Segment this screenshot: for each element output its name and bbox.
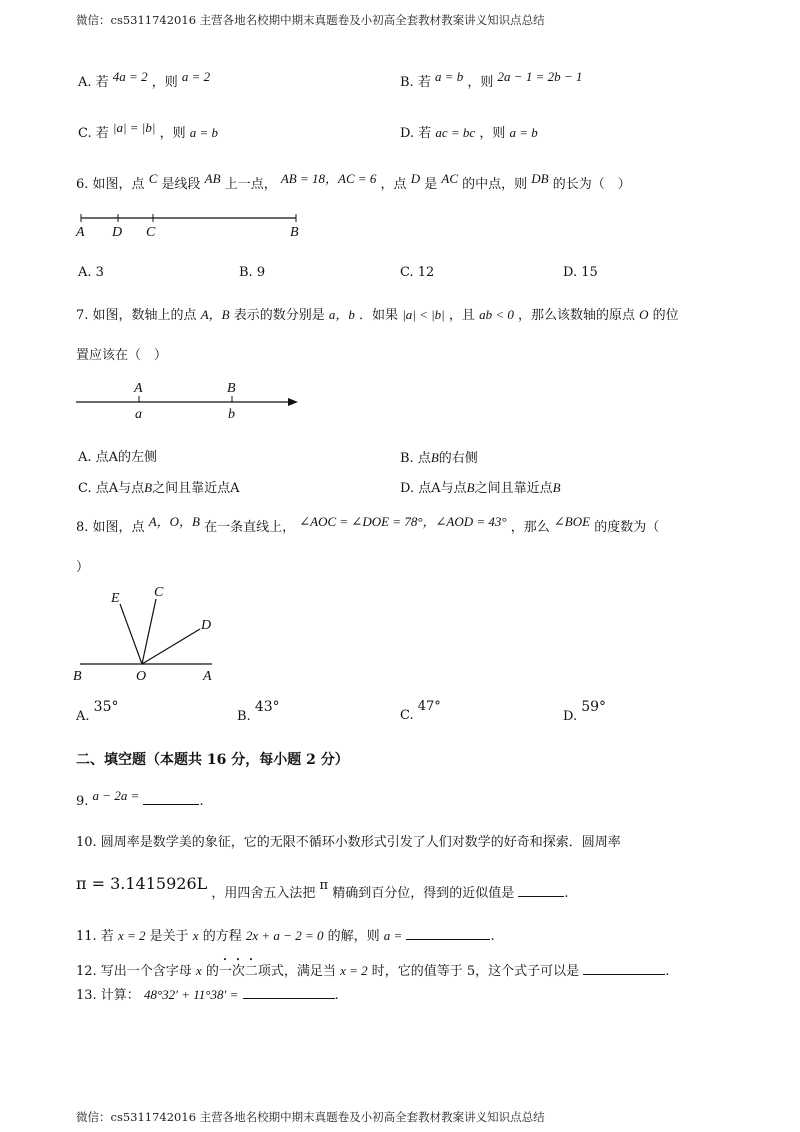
q6-point-c: C [148,171,158,186]
q10-pi-value: π = 3.1415926L [76,874,208,893]
q12-cond: x = 2 [340,963,368,978]
q8-a-val: 35° [93,699,119,715]
q7-fig-label-a: a [135,407,142,422]
q8-angle-figure [72,585,222,685]
q8-option-d[interactable] [563,699,607,725]
q12-end: . [665,964,670,979]
q11-end: . [490,929,495,944]
q7-text-1: 7. 如图，数轴上的点 [76,308,197,323]
q5-d-then: ，则 [479,126,506,141]
q12-var-x: x [195,963,202,978]
q8-given: ∠AOC = ∠DOE = 78°，∠AOD = 43° [299,514,507,529]
q6-text-7: 的长为（ ） [552,177,631,192]
q8-d-val: 59° [581,699,607,715]
q13-end: . [334,988,339,1003]
q5-a-cond: 4a = 2 [112,69,148,84]
q5-c-label: C. 若 [78,126,109,141]
q10-text-1: ，用四舍五入法把 [211,886,316,901]
q11-text-4: 的解，则 [327,929,380,944]
q8-fig-label-b: B [73,669,82,684]
q5-d-label: D. 若 [400,126,432,141]
q7-fig-label-B: B [227,381,236,396]
q8-c-label: C. [400,708,414,723]
q7-text-2: 表示的数分别是 [233,308,325,323]
q6-fig-label-b: B [290,225,299,240]
q8-c-val: 47° [417,699,441,714]
q5-b-label: B. 若 [400,75,431,90]
q10-end: . [564,886,569,901]
q12-text-4: 时，它的值等于 5，这个式子可以是 [371,964,580,979]
q8-text-4: 的度数为（ [594,520,660,535]
q7-text-6: 的位 [652,308,679,323]
q7-c-pre: C. 点A与点 [78,481,145,496]
q6-seg-ac: AC [441,171,458,186]
q12-emphasis: 一次二 [218,964,258,979]
q6-fig-label-c: C [146,225,156,240]
q5-b-res: 2a − 1 = 2b − 1 [497,69,583,84]
q10-text-2: 精确到百分位，得到的近似值是 [332,886,515,901]
q7-number-line-figure [76,380,306,422]
q9-number: 9. [76,794,89,809]
q5-b-cond: a = b [434,69,464,84]
q5-a-then: ，则 [151,75,178,90]
q6-point-d: D [410,171,421,186]
q5-option-d[interactable] [400,125,538,142]
q10-line1: 10. 圆周率是数学美的象征，它的无限不循环小数形式引发了人们对数学的好奇和探索．圆周率 [76,835,621,850]
q7-b-post: 的右侧 [438,451,478,466]
q5-option-c[interactable] [78,120,219,142]
q11-var-x: x [192,928,199,943]
q7-points: A，B [200,307,230,322]
q6-option-c[interactable]: C. 12 [400,265,435,280]
q7-text-4: ，且 [448,308,475,323]
q8-points: A，O，B [148,514,200,529]
q6-segment-figure [76,208,306,240]
q5-d-cond: ac = bc [435,125,476,140]
q11-answer-blank[interactable] [406,927,490,940]
q7-option-d[interactable] [400,480,561,497]
q7-b-var: B [430,450,439,465]
q6-text-2: 是线段 [161,177,201,192]
q7-c-var: B [144,480,153,495]
q7-option-c[interactable] [78,480,239,497]
q8-angle: ∠BOE [553,514,591,529]
q8-text-2: 在一条直线上， [204,520,296,535]
q6-seg-db: DB [531,171,549,186]
q7-option-a[interactable] [78,450,157,466]
q7-c-post: 之间且靠近点A [152,481,240,496]
q6-option-d[interactable]: D. 15 [563,265,598,280]
q7-a-text: A. 点A的左侧 [78,450,158,465]
q8-option-b[interactable] [237,699,280,725]
q12-answer-blank[interactable] [583,962,665,975]
q6-stem [76,171,631,193]
q7-stem [76,307,679,324]
q6-option-a[interactable]: A. 3 [78,265,104,280]
q7-text-3: ．如果 [359,308,399,323]
q8-text-3: ，那么 [510,520,550,535]
q11-equation: 2x + a − 2 = 0 [245,928,324,943]
q6-text-6: 的中点，则 [462,177,528,192]
q8-fig-label-o: O [136,669,147,684]
q7-cond: |a| < |b| [402,307,445,322]
q5-c-res: a = b [189,125,219,140]
q9-end: . [199,794,204,809]
q5-option-a[interactable] [78,69,211,91]
q13-text-1: 13. 计算： [76,988,140,1003]
q5-d-res: a = b [509,125,538,140]
q8-stem [76,514,660,536]
q6-fig-label-a: A [76,225,85,240]
q6-option-b[interactable]: B. 9 [239,265,266,280]
q7-stem-line2: 置应该在（ ） [76,348,168,363]
page-footer: 微信：cs5311742016 主营各地名校期中期末真题卷及小初高全套教材教案讲义知识点总结 [76,1110,545,1124]
q5-c-then: ，则 [159,126,186,141]
q11-text-1: 11. 若 [76,929,114,944]
q7-fig-label-b: b [228,407,235,422]
q7-d-var: B [466,480,475,495]
q8-b-label: B. [237,709,251,724]
q6-fig-label-d: D [112,225,123,240]
q12 [76,956,669,980]
q11 [76,927,495,945]
q8-close-paren: ） [76,560,90,575]
q9 [76,788,204,810]
q8-b-val: 43° [254,699,280,715]
q8-option-a[interactable] [76,699,119,725]
q8-fig-label-c: C [154,585,164,600]
q6-text-3: 上一点， [224,177,277,192]
q8-fig-label-d: D [201,618,212,633]
q10-line2 [76,874,569,902]
q5-a-label: A. 若 [78,75,109,90]
q8-fig-label-e: E [111,591,120,606]
q12-text-3: 项式，满足当 [257,964,336,979]
q8-text-1: 8. 如图，点 [76,520,145,535]
q13 [76,986,339,1004]
q11-result: a = [383,928,403,943]
q6-text-4: ，点 [380,177,407,192]
q7-origin: O [639,307,649,322]
q7-d-var2: B [552,480,561,495]
q11-text-3: 的方程 [202,929,242,944]
q7-cond2: ab < 0 [479,307,514,322]
q11-cond: x = 2 [117,928,146,943]
q10-pi: π [319,878,329,893]
q9-answer-blank[interactable] [143,792,199,805]
q7-values: a，b [328,307,355,322]
page-header: 微信：cs5311742016 主营各地名校期中期末真题卷及小初高全套教材教案讲义知识点总结 [76,13,545,27]
q7-option-b[interactable] [400,450,478,467]
q5-b-then: ，则 [467,75,494,90]
q13-expr: 48°32′ + 11°38′ = [143,987,239,1002]
q8-option-c[interactable] [400,699,441,724]
q8-a-label: A. [76,709,90,724]
q6-text-5: 是 [424,177,438,192]
q5-c-cond: |a| = |b| [112,120,156,135]
q8-d-label: D. [563,709,578,724]
q5-a-res: a = 2 [181,69,211,84]
q6-text-1: 6. 如图，点 [76,177,145,192]
q7-text-5: ，那么该数轴的原点 [517,308,635,323]
q7-fig-label-A: A [134,381,143,396]
q13-answer-blank[interactable] [243,986,335,999]
section-title-fill-in: 二、填空题（本题共 16 分，每小题 2 分） [76,752,349,768]
q9-expr: a − 2a = [92,788,140,803]
q7-b-pre: B. 点 [400,451,431,466]
q6-seg-ab: AB [204,171,221,186]
q10-answer-blank[interactable] [518,884,564,897]
q8-fig-label-a: A [203,669,212,684]
q12-text-1: 12. 写出一个含字母 [76,964,192,979]
q7-d-pre: D. 点A与点 [400,481,467,496]
q7-d-post: 之间且靠近点 [474,481,553,496]
q6-given: AB = 18，AC = 6 [280,171,377,186]
q5-option-b[interactable] [400,69,583,91]
q11-text-2: 是关于 [149,929,189,944]
q12-text-2: 的 [205,964,219,979]
